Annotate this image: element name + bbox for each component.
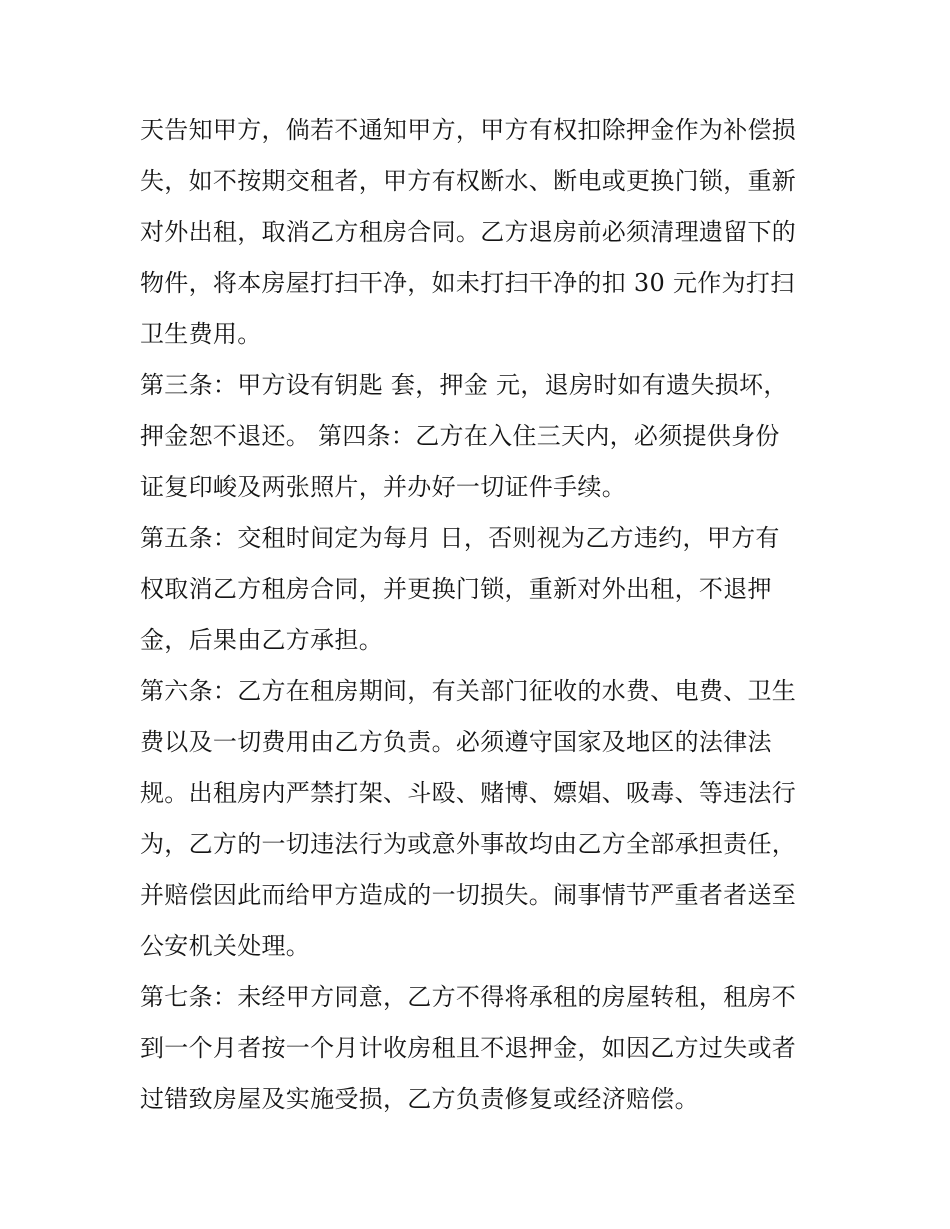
- text-line: 天告知甲方，倘若不通知甲方，甲方有权扣除押金作为补偿损: [140, 116, 797, 144]
- text-line: 第七条：未经甲方同意，乙方不得将承租的房屋转租，租房不: [140, 983, 797, 1011]
- text-line: 证复印峻及两张照片，并办好一切证件手续。: [140, 473, 626, 501]
- text-line: 过错致房屋及实施受损，乙方负责修复或经济赔偿。: [140, 1085, 699, 1113]
- text-line: 规。出租房内严禁打架、斗殴、赌博、嫖娼、吸毒、等违法行: [140, 779, 797, 807]
- text-line: 押金恕不退还。 第四条：乙方在入住三天内，必须提供身份: [140, 422, 780, 450]
- text-line: 第六条：乙方在租房期间，有关部门征收的水费、电费、卫生: [140, 677, 797, 705]
- document-body: [140, 105, 820, 1125]
- text-line: 费以及一切费用由乙方负责。必须遵守国家及地区的法律法: [140, 728, 772, 756]
- text-line: 公安机关处理。: [140, 932, 311, 960]
- text-line: 第五条：交租时间定为每月 日，否则视为乙方违约，甲方有: [140, 524, 780, 552]
- text-line: 为，乙方的一切违法行为或意外事故均由乙方全部承担责任，: [140, 830, 797, 858]
- text-line: 并赔偿因此而给甲方造成的一切损失。闹事情节严重者者送至: [140, 881, 797, 909]
- text-line: 失，如不按期交租者，甲方有权断水、断电或更换门锁，重新: [140, 167, 797, 195]
- text-line: 卫生费用。: [140, 320, 262, 348]
- text-line: 权取消乙方租房合同，并更换门锁，重新对外出租，不退押: [140, 575, 772, 603]
- text-line: 对外出租，取消乙方租房合同。乙方退房前必须清理遗留下的: [140, 218, 797, 246]
- text-line: 金，后果由乙方承担。: [140, 626, 383, 654]
- text-line: 第三条：甲方设有钥匙 套，押金 元，退房时如有遗失损坏，: [140, 371, 788, 399]
- text-line: 物件，将本房屋打扫干净，如未打扫干净的扣 30 元作为打扫: [140, 269, 795, 297]
- text-line: 到一个月者按一个月计收房租且不退押金，如因乙方过失或者: [140, 1034, 797, 1062]
